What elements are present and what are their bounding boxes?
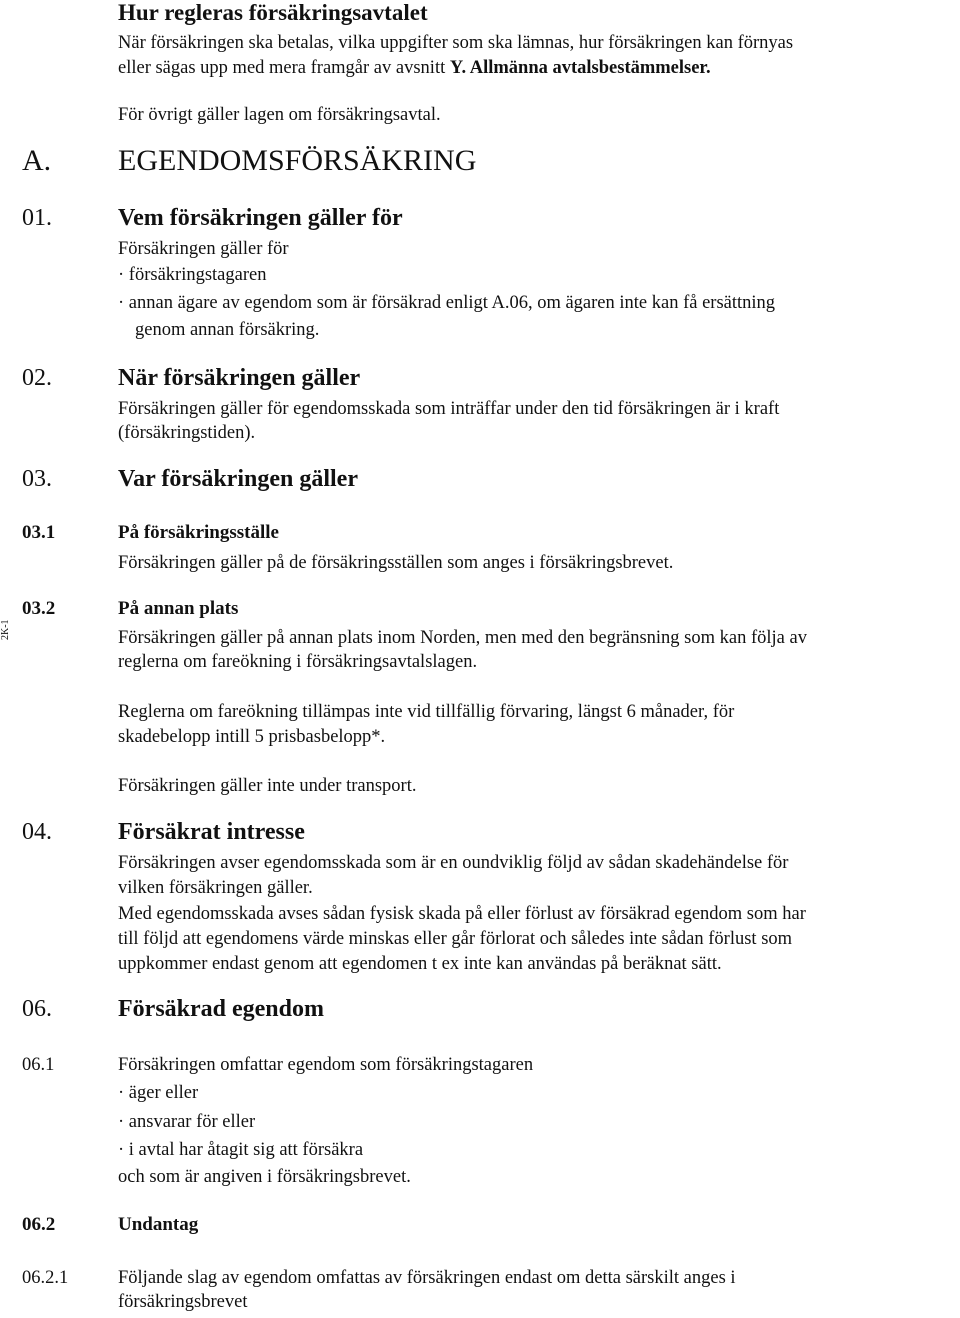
intro-line-2-reference: Y. Allmänna avtalsbestämmelser. (449, 58, 711, 78)
section-06-number: 06. (22, 996, 52, 1022)
section-06-2-1-number: 06.2.1 (22, 1268, 69, 1288)
section-a-number: A. (22, 144, 52, 177)
section-06-1-bullet-1: · äger eller (118, 1081, 198, 1106)
section-06-1-line-1: Försäkringen omfattar egendom som försäkringstagaren (118, 1055, 534, 1075)
section-03-2-line-4: skadebelopp intill 5 prisbasbelopp*. (118, 727, 386, 747)
section-02-line-2: (försäkringstiden). (118, 423, 256, 443)
section-06-2-number: 06.2 (22, 1214, 56, 1235)
intro-line-3: För övrigt gäller lagen om försäkringsavtal. (118, 105, 441, 125)
section-01-bullet-2: · annan ägare av egendom som är försäkrad enligt A.06, om ägaren inte kan få ersättning (118, 291, 775, 316)
section-03-title: Var försäkringen gäller (118, 466, 358, 492)
section-02-title: När försäkringen gäller (118, 365, 361, 391)
section-03-1-line-1: Försäkringen gäller på de försäkringsställen som anges i försäkringsbrevet. (118, 553, 674, 573)
section-01-bullet-1: · försäkringstagaren (118, 263, 266, 288)
section-06-2-title: Undantag (118, 1214, 199, 1235)
section-02-line-1: Försäkringen gäller för egendomsskada som inträffar under den tid försäkringen är i kraft (118, 399, 780, 419)
intro-line-2 (118, 56, 711, 81)
side-page-label: 2K-1 (0, 619, 11, 640)
section-06-2-1-line-2: försäkringsbrevet (118, 1292, 248, 1312)
section-03-2-line-3: Reglerna om fareökning tillämpas inte vid tillfällig förvaring, längst 6 månader, för (118, 702, 735, 722)
section-04-title: Försäkrat intresse (118, 819, 305, 845)
section-01-intro: Försäkringen gäller för (118, 239, 289, 259)
section-06-2-1-line-1: Följande slag av egendom omfattas av försäkringen endast om detta särskilt anges i (118, 1268, 736, 1288)
section-04-line-1: Försäkringen avser egendomsskada som är en oundviklig följd av sådan skadehändelse för (118, 853, 789, 873)
section-06-1-bullet-2: · ansvarar för eller (118, 1110, 255, 1135)
section-01-title: Vem försäkringen gäller för (118, 205, 403, 231)
section-01-number: 01. (22, 205, 52, 231)
section-a-title: EGENDOMSFÖRSÄKRING (118, 144, 477, 177)
section-03-2-line-1: Försäkringen gäller på annan plats inom Norden, men med den begränsning som kan följa av (118, 628, 807, 648)
section-01-bullet-2-continuation: genom annan försäkring. (135, 320, 320, 340)
document-title: Hur regleras försäkringsavtalet (118, 0, 428, 25)
section-04-line-4: till följd att egendomens värde minskas eller går förlorat och således inte sådan förlust som (118, 929, 793, 949)
section-04-line-5: uppkommer endast genom att egendomen t ex inte kan användas på beräknat sätt. (118, 954, 722, 974)
section-04-line-2: vilken försäkringen gäller. (118, 878, 313, 898)
section-03-2-line-2: reglerna om fareökning i försäkringsavtalslagen. (118, 652, 478, 672)
section-06-title: Försäkrad egendom (118, 996, 324, 1022)
section-04-line-3: Med egendomsskada avses sådan fysisk skada på eller förlust av försäkrad egendom som har (118, 904, 806, 924)
section-03-2-line-5: Försäkringen gäller inte under transport. (118, 776, 417, 796)
section-02-number: 02. (22, 365, 52, 391)
section-04-number: 04. (22, 819, 52, 845)
section-03-number: 03. (22, 466, 52, 492)
section-06-1-bullet-3: · i avtal har åtagit sig att försäkra (118, 1138, 363, 1163)
intro-line-2-text: eller sägas upp med mera framgår av avsnitt (118, 58, 450, 78)
section-06-1-line-2: och som är angiven i försäkringsbrevet. (118, 1167, 411, 1187)
section-03-2-title: På annan plats (118, 598, 239, 619)
section-06-1-number: 06.1 (22, 1055, 55, 1075)
section-03-2-number: 03.2 (22, 598, 56, 619)
section-03-1-title: På försäkringsställe (118, 522, 279, 543)
intro-line-1: När försäkringen ska betalas, vilka uppgifter som ska lämnas, hur försäkringen kan förnyas (118, 33, 794, 53)
section-03-1-number: 03.1 (22, 522, 56, 543)
